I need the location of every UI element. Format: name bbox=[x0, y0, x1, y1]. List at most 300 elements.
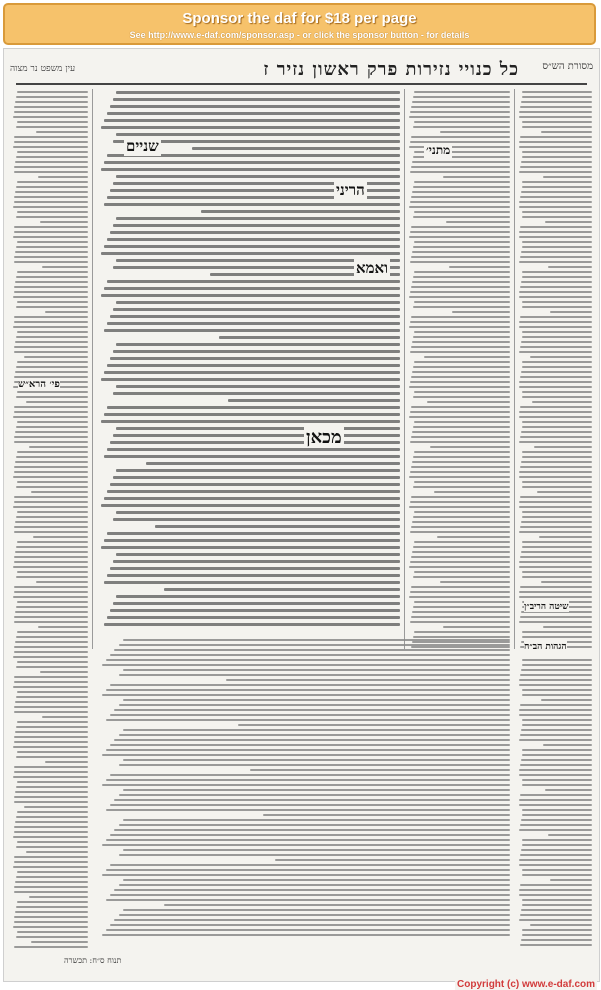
text-line bbox=[13, 236, 88, 238]
text-line bbox=[411, 256, 510, 258]
text-line bbox=[101, 126, 400, 129]
text-line bbox=[522, 664, 592, 666]
text-line bbox=[14, 261, 88, 263]
text-line bbox=[521, 759, 592, 761]
text-line bbox=[410, 261, 510, 263]
text-line bbox=[521, 101, 592, 103]
text-line bbox=[519, 231, 592, 233]
text-line bbox=[537, 491, 593, 493]
text-line bbox=[110, 567, 400, 570]
text-line bbox=[522, 301, 592, 303]
text-line bbox=[123, 879, 510, 881]
text-line bbox=[413, 606, 510, 608]
text-line bbox=[15, 701, 88, 703]
text-line bbox=[520, 226, 592, 228]
text-line bbox=[17, 661, 88, 663]
text-line bbox=[116, 595, 400, 598]
text-line bbox=[522, 869, 592, 871]
text-line bbox=[521, 669, 592, 671]
text-line bbox=[14, 141, 88, 143]
text-line bbox=[548, 266, 592, 268]
text-line bbox=[14, 921, 88, 923]
text-line bbox=[13, 416, 88, 418]
text-line bbox=[522, 271, 592, 273]
text-line bbox=[14, 646, 88, 648]
page-title: כל כנויי נזירות פרק ראשון נזיר ז bbox=[263, 59, 519, 80]
text-line bbox=[13, 506, 88, 508]
commentary-lower bbox=[98, 639, 510, 939]
text-line bbox=[519, 236, 592, 238]
keyword-veima: ואמא bbox=[356, 259, 388, 277]
text-line bbox=[522, 186, 592, 188]
text-line bbox=[414, 91, 510, 93]
text-line bbox=[15, 191, 88, 193]
text-line bbox=[522, 899, 592, 901]
text-line bbox=[410, 351, 510, 353]
text-line bbox=[123, 819, 510, 821]
text-line bbox=[114, 889, 510, 891]
text-line bbox=[414, 121, 510, 123]
text-line bbox=[15, 341, 88, 343]
text-line bbox=[520, 436, 592, 438]
sponsor-banner[interactable] bbox=[3, 3, 596, 45]
text-line bbox=[519, 116, 592, 118]
text-line bbox=[414, 541, 510, 543]
text-line bbox=[14, 406, 88, 408]
text-line bbox=[522, 934, 592, 936]
text-line bbox=[522, 904, 592, 906]
text-line bbox=[409, 596, 510, 598]
text-line bbox=[14, 441, 88, 443]
text-line bbox=[14, 676, 88, 678]
text-line bbox=[519, 326, 592, 328]
text-line bbox=[17, 271, 88, 273]
text-line bbox=[17, 241, 88, 243]
text-line bbox=[14, 526, 88, 528]
text-line bbox=[15, 161, 88, 163]
text-line bbox=[101, 252, 400, 255]
text-line bbox=[521, 191, 592, 193]
text-line bbox=[110, 231, 400, 234]
text-line bbox=[413, 426, 510, 428]
text-line bbox=[102, 694, 510, 696]
text-line bbox=[17, 421, 88, 423]
gemara-text bbox=[98, 91, 400, 631]
text-line bbox=[15, 821, 88, 823]
text-line bbox=[410, 171, 510, 173]
text-line bbox=[15, 431, 88, 433]
text-line bbox=[119, 824, 510, 826]
text-line bbox=[411, 406, 510, 408]
text-line bbox=[545, 221, 592, 223]
text-line bbox=[13, 746, 88, 748]
text-line bbox=[543, 744, 592, 746]
text-line bbox=[522, 576, 592, 578]
text-line bbox=[13, 686, 88, 688]
text-line bbox=[24, 806, 88, 808]
text-line bbox=[17, 181, 88, 183]
text-line bbox=[106, 869, 510, 871]
text-line bbox=[14, 706, 88, 708]
side-label: הגהות הב״ח bbox=[524, 642, 567, 652]
text-line bbox=[228, 399, 400, 402]
text-line bbox=[522, 631, 592, 633]
text-line bbox=[446, 221, 510, 223]
text-line bbox=[519, 381, 592, 383]
text-line bbox=[414, 631, 510, 633]
text-line bbox=[17, 721, 88, 723]
text-line bbox=[238, 724, 510, 726]
text-line bbox=[106, 779, 510, 781]
text-line bbox=[413, 516, 510, 518]
text-line bbox=[17, 691, 88, 693]
text-line bbox=[116, 553, 400, 556]
text-line bbox=[519, 859, 592, 861]
text-line bbox=[113, 434, 400, 437]
text-line bbox=[13, 206, 88, 208]
text-line bbox=[114, 799, 510, 801]
text-line bbox=[101, 504, 400, 507]
text-line bbox=[411, 196, 510, 198]
text-line bbox=[104, 413, 400, 416]
text-line bbox=[520, 794, 592, 796]
text-line bbox=[107, 532, 400, 535]
text-line bbox=[113, 224, 400, 227]
text-line bbox=[102, 784, 510, 786]
text-line bbox=[14, 891, 88, 893]
text-line bbox=[412, 461, 510, 463]
text-line bbox=[16, 366, 88, 368]
text-line bbox=[16, 126, 88, 128]
text-line bbox=[522, 426, 592, 428]
text-line bbox=[411, 166, 510, 168]
text-line bbox=[409, 296, 510, 298]
text-line bbox=[201, 210, 400, 213]
text-line bbox=[409, 206, 510, 208]
text-line bbox=[116, 217, 400, 220]
text-line bbox=[522, 546, 592, 548]
text-line bbox=[110, 804, 510, 806]
sponsor-subtitle[interactable]: See http://www.e-daf.com/sponsor.asp - or click the sponsor button - for details bbox=[129, 30, 470, 40]
text-line bbox=[250, 769, 510, 771]
text-line bbox=[107, 112, 400, 115]
text-line bbox=[520, 944, 592, 946]
text-line bbox=[522, 156, 592, 158]
text-line bbox=[14, 111, 88, 113]
text-line bbox=[412, 161, 510, 163]
text-line bbox=[107, 322, 400, 325]
keyword-harei: הריני bbox=[336, 181, 365, 199]
keyword-mishna: מתני׳ bbox=[426, 143, 451, 157]
text-line bbox=[522, 96, 592, 98]
text-line bbox=[411, 286, 510, 288]
text-line bbox=[411, 316, 510, 318]
header-right-label: מסורת הש״ס bbox=[542, 61, 593, 72]
text-line bbox=[519, 411, 592, 413]
text-line bbox=[443, 176, 510, 178]
text-line bbox=[14, 496, 88, 498]
text-line bbox=[409, 386, 510, 388]
text-line bbox=[13, 146, 88, 148]
text-line bbox=[414, 391, 510, 393]
text-line bbox=[13, 656, 88, 658]
text-line bbox=[412, 431, 510, 433]
text-line bbox=[412, 251, 510, 253]
text-line bbox=[15, 641, 88, 643]
text-line bbox=[106, 899, 510, 901]
text-line bbox=[414, 361, 510, 363]
text-line bbox=[40, 671, 88, 673]
text-line bbox=[541, 699, 592, 701]
text-line bbox=[410, 441, 510, 443]
text-line bbox=[519, 146, 592, 148]
text-line bbox=[16, 546, 88, 548]
text-line bbox=[427, 401, 510, 403]
text-line bbox=[410, 411, 510, 413]
text-line bbox=[409, 566, 510, 568]
text-line bbox=[164, 588, 400, 591]
text-line bbox=[119, 764, 510, 766]
text-line bbox=[102, 754, 510, 756]
text-line bbox=[522, 659, 592, 661]
text-line bbox=[116, 301, 400, 304]
text-line bbox=[116, 175, 400, 178]
text-line bbox=[519, 531, 592, 533]
text-line bbox=[15, 911, 88, 913]
text-line bbox=[520, 556, 592, 558]
text-line bbox=[14, 291, 88, 293]
text-line bbox=[107, 448, 400, 451]
text-line bbox=[16, 786, 88, 788]
text-line bbox=[519, 889, 592, 891]
text-line bbox=[522, 874, 592, 876]
column-divider bbox=[514, 89, 515, 649]
text-line bbox=[107, 280, 400, 283]
column-divider bbox=[92, 89, 93, 649]
text-line bbox=[411, 586, 510, 588]
text-line bbox=[409, 506, 510, 508]
text-line bbox=[413, 276, 510, 278]
text-line bbox=[449, 266, 510, 268]
text-line bbox=[14, 531, 88, 533]
text-line bbox=[520, 316, 592, 318]
text-line bbox=[414, 301, 510, 303]
text-line bbox=[443, 626, 510, 628]
text-line bbox=[520, 166, 592, 168]
text-line bbox=[413, 126, 510, 128]
text-line bbox=[106, 929, 510, 931]
text-line bbox=[541, 131, 592, 133]
text-line bbox=[519, 919, 592, 921]
text-line bbox=[114, 649, 510, 651]
text-line bbox=[519, 829, 592, 831]
text-line bbox=[16, 756, 88, 758]
text-line bbox=[14, 436, 88, 438]
text-line bbox=[440, 131, 510, 133]
text-line bbox=[38, 176, 88, 178]
text-line bbox=[14, 346, 88, 348]
text-line bbox=[519, 386, 592, 388]
text-line bbox=[519, 804, 592, 806]
text-line bbox=[31, 491, 88, 493]
text-line bbox=[16, 486, 88, 488]
column-divider bbox=[404, 89, 405, 649]
text-line bbox=[522, 571, 592, 573]
text-line bbox=[521, 849, 592, 851]
text-line bbox=[104, 245, 400, 248]
text-line bbox=[14, 471, 88, 473]
text-line bbox=[519, 591, 592, 593]
text-line bbox=[15, 461, 88, 463]
text-line bbox=[45, 311, 88, 313]
text-line bbox=[521, 939, 592, 941]
text-line bbox=[409, 476, 510, 478]
text-line bbox=[414, 271, 510, 273]
text-line bbox=[13, 866, 88, 868]
text-line bbox=[14, 801, 88, 803]
text-line bbox=[522, 784, 592, 786]
text-line bbox=[15, 251, 88, 253]
keyword-mikan: מכאן bbox=[306, 427, 342, 448]
text-line bbox=[192, 147, 400, 150]
text-line bbox=[15, 101, 88, 103]
text-line bbox=[13, 836, 88, 838]
text-line bbox=[522, 121, 592, 123]
text-line bbox=[522, 814, 592, 816]
text-line bbox=[519, 351, 592, 353]
text-line bbox=[519, 141, 592, 143]
text-line bbox=[521, 909, 592, 911]
text-line bbox=[107, 406, 400, 409]
footer-note: תנוח ס״ח: תכשרה bbox=[64, 956, 122, 965]
text-line bbox=[106, 749, 510, 751]
text-line bbox=[17, 391, 88, 393]
text-line bbox=[430, 446, 510, 448]
text-line bbox=[110, 357, 400, 360]
text-line bbox=[522, 779, 592, 781]
text-line bbox=[17, 601, 88, 603]
text-line bbox=[263, 814, 510, 816]
text-line bbox=[521, 281, 592, 283]
text-line bbox=[414, 181, 510, 183]
text-line bbox=[520, 734, 592, 736]
text-line bbox=[522, 754, 592, 756]
text-line bbox=[13, 926, 88, 928]
text-line bbox=[414, 451, 510, 453]
text-line bbox=[519, 171, 592, 173]
text-line bbox=[519, 506, 592, 508]
text-line bbox=[410, 621, 510, 623]
text-line bbox=[114, 919, 510, 921]
text-line bbox=[123, 849, 510, 851]
text-line bbox=[26, 401, 88, 403]
text-line bbox=[452, 311, 510, 313]
text-line bbox=[534, 446, 592, 448]
text-line bbox=[29, 446, 88, 448]
text-line bbox=[17, 901, 88, 903]
text-line bbox=[522, 636, 592, 638]
text-line bbox=[519, 321, 592, 323]
text-line bbox=[522, 331, 592, 333]
text-line bbox=[520, 406, 592, 408]
text-line bbox=[413, 186, 510, 188]
text-line bbox=[110, 684, 510, 686]
text-line bbox=[15, 611, 88, 613]
text-line bbox=[519, 261, 592, 263]
text-line bbox=[146, 462, 400, 465]
text-line bbox=[14, 316, 88, 318]
text-line bbox=[17, 301, 88, 303]
text-line bbox=[409, 326, 510, 328]
text-line bbox=[522, 306, 592, 308]
text-line bbox=[413, 576, 510, 578]
text-line bbox=[412, 101, 510, 103]
text-line bbox=[411, 466, 510, 468]
text-line bbox=[13, 116, 88, 118]
text-line bbox=[14, 136, 88, 138]
text-line bbox=[522, 724, 592, 726]
text-line bbox=[410, 561, 510, 563]
text-line bbox=[413, 216, 510, 218]
text-line bbox=[521, 729, 592, 731]
text-line bbox=[412, 191, 510, 193]
section-label: פי׳ הרא״ש bbox=[18, 379, 60, 390]
text-line bbox=[14, 651, 88, 653]
text-line bbox=[519, 201, 592, 203]
text-line bbox=[411, 226, 510, 228]
text-line bbox=[16, 306, 88, 308]
text-line bbox=[33, 536, 88, 538]
text-line bbox=[119, 704, 510, 706]
text-line bbox=[17, 571, 88, 573]
text-line bbox=[17, 871, 88, 873]
text-line bbox=[14, 286, 88, 288]
text-line bbox=[13, 476, 88, 478]
text-line bbox=[520, 586, 592, 588]
text-line bbox=[411, 616, 510, 618]
text-line bbox=[110, 834, 510, 836]
text-line bbox=[16, 216, 88, 218]
text-line bbox=[410, 291, 510, 293]
text-line bbox=[520, 884, 592, 886]
text-line bbox=[440, 581, 510, 583]
text-line bbox=[530, 356, 592, 358]
text-line bbox=[522, 456, 592, 458]
text-line bbox=[40, 221, 88, 223]
text-line bbox=[16, 876, 88, 878]
commentary-column-middle bbox=[408, 91, 510, 651]
text-line bbox=[104, 581, 400, 584]
copyright-link[interactable]: Copyright (c) www.e-daf.com bbox=[457, 979, 595, 990]
text-line bbox=[14, 736, 88, 738]
text-line bbox=[14, 616, 88, 618]
text-line bbox=[519, 291, 592, 293]
text-line bbox=[113, 392, 400, 395]
text-line bbox=[116, 469, 400, 472]
text-line bbox=[411, 106, 510, 108]
text-line bbox=[543, 626, 592, 628]
text-line bbox=[110, 441, 400, 444]
text-line bbox=[14, 556, 88, 558]
sponsor-title[interactable]: Sponsor the daf for $18 per page bbox=[182, 10, 417, 27]
text-line bbox=[45, 761, 88, 763]
text-line bbox=[14, 351, 88, 353]
text-line bbox=[414, 571, 510, 573]
text-line bbox=[411, 556, 510, 558]
text-line bbox=[14, 916, 88, 918]
text-line bbox=[413, 546, 510, 548]
text-line bbox=[17, 541, 88, 543]
